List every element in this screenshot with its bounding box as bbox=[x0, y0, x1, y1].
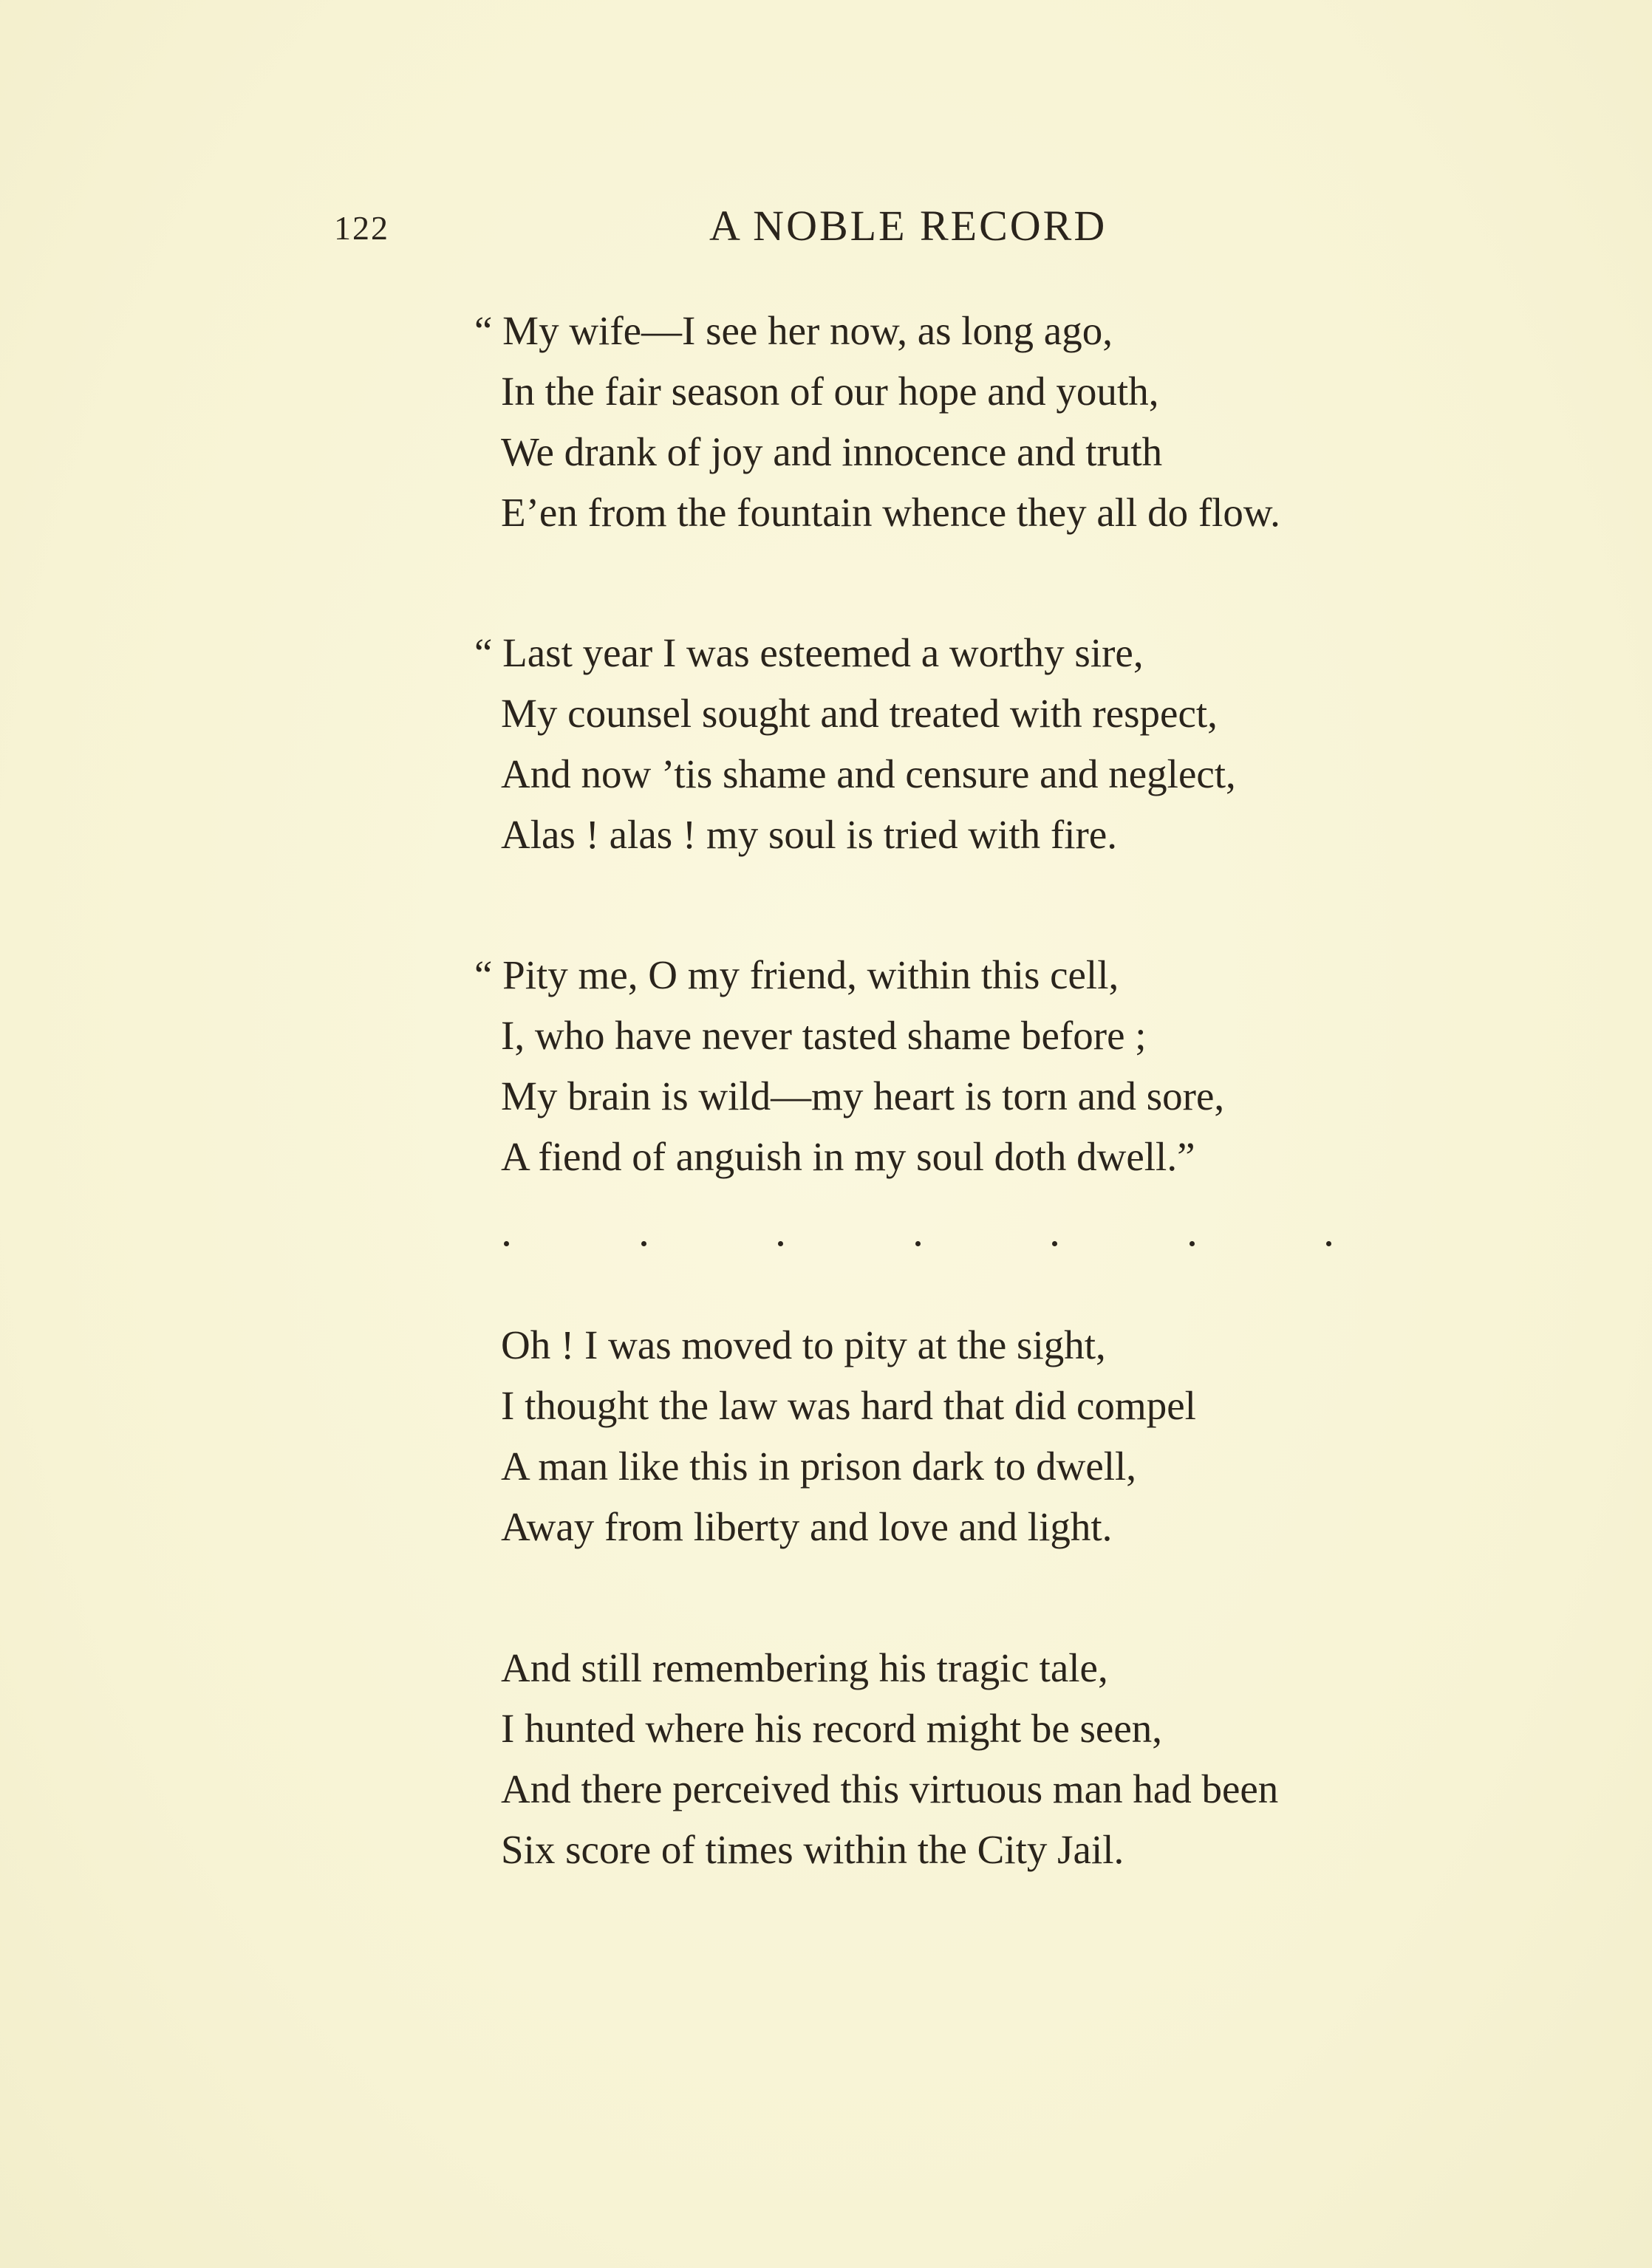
stanza-5-line-3: And there perceived this virtuous man had been bbox=[501, 1766, 1279, 1811]
ellipsis-dot bbox=[1326, 1241, 1331, 1246]
page-number: 122 bbox=[334, 209, 389, 247]
stanza-1-line-4: E’en from the fountain whence they all do flow. bbox=[501, 490, 1280, 535]
running-title: A NOBLE RECORD bbox=[709, 202, 1107, 250]
stanza-2-line-1: “ Last year I was esteemed a worthy sire, bbox=[474, 630, 1144, 675]
stanza-5-line-2: I hunted where his record might be seen, bbox=[501, 1706, 1162, 1751]
ellipsis-dot bbox=[1052, 1241, 1057, 1246]
stanza-4-line-4: Away from liberty and love and light. bbox=[501, 1504, 1113, 1549]
stanza-2-line-4: Alas ! alas ! my soul is tried with fire. bbox=[501, 812, 1117, 857]
ellipsis-dot bbox=[1189, 1241, 1195, 1246]
ellipsis-dot bbox=[504, 1241, 509, 1246]
stanza-2-line-3: And now ’tis shame and censure and neglect, bbox=[501, 751, 1236, 796]
stanza-4-line-3: A man like this in prison dark to dwell, bbox=[501, 1444, 1137, 1489]
ellipsis-dot bbox=[778, 1241, 783, 1246]
stanza-5-line-4: Six score of times within the City Jail. bbox=[501, 1827, 1124, 1872]
stanza-4-line-1: Oh ! I was moved to pity at the sight, bbox=[501, 1322, 1106, 1367]
ellipsis-dot bbox=[641, 1241, 646, 1246]
stanza-1-line-1: “ My wife—I see her now, as long ago, bbox=[474, 308, 1113, 353]
stanza-3-line-3: My brain is wild—my heart is torn and sore, bbox=[501, 1073, 1225, 1118]
ellipsis-dot bbox=[915, 1241, 921, 1246]
stanza-3-line-4: A fiend of anguish in my soul doth dwell.” bbox=[501, 1134, 1195, 1179]
stanza-2-line-2: My counsel sought and treated with respect, bbox=[501, 691, 1218, 736]
stanza-1-line-2: In the fair season of our hope and youth, bbox=[501, 369, 1159, 414]
stanza-3-line-1: “ Pity me, O my friend, within this cell, bbox=[474, 952, 1119, 997]
stanza-3-line-2: I, who have never tasted shame before ; bbox=[501, 1013, 1147, 1058]
stanza-4-line-2: I thought the law was hard that did compel bbox=[501, 1383, 1196, 1428]
stanza-5-line-1: And still remembering his tragic tale, bbox=[501, 1645, 1108, 1690]
ellipsis-divider bbox=[504, 1241, 1331, 1246]
stanza-1-line-3: We drank of joy and innocence and truth bbox=[501, 429, 1163, 474]
